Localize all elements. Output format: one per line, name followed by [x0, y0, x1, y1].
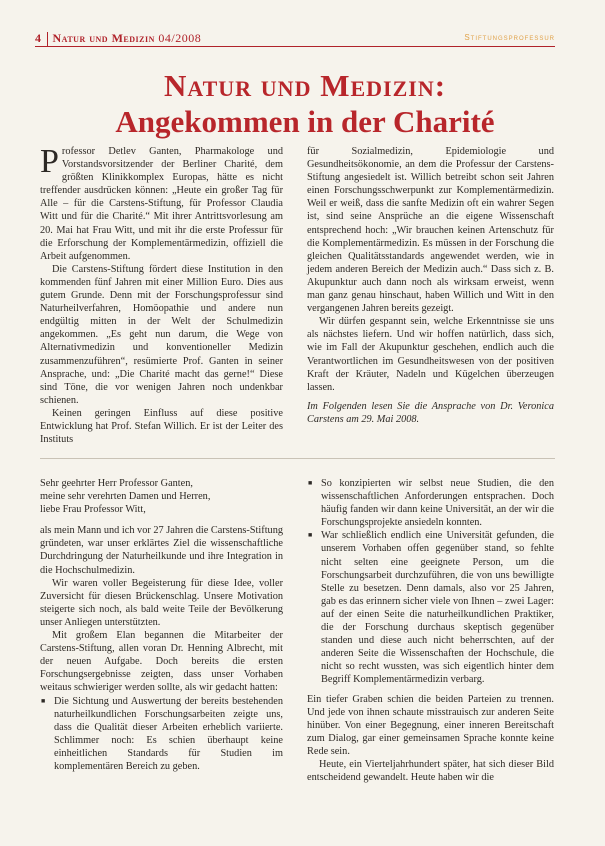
page-number: 4	[35, 31, 42, 45]
paragraph: Wir dürfen gespannt sein, welche Erkenntnisse sie uns als nächstes liefern. Und wir hoffen natürlich, dass sich, wie im Fall der Akupunktur geschehen, endlich auch die Verantwortlichen im Gesundheitswesen von der positiven Kraft der Kräuter, Nadeln und Kügelchen überzeugen lassen.	[307, 316, 554, 393]
paragraph: Wir waren voller Begeisterung für diese Idee, voller Zuversicht für diesen Brückenschlag. Unsere Motivation steigerte sich noch, als bald weite Teile der Bevölkerung unser Anliegen unterstützten.	[40, 577, 283, 628]
issue-number: 04/2008	[158, 31, 202, 45]
bullet-item: ■ Die Sichtung und Auswertung der bereits bestehenden naturheilkundlichen Forschungsarbeiten zeigte uns, dass die Qualität dieser Arbeiten erheblich variierte. Schlimmer noch: Es schien überhaupt keine einheitlichen Standards für Studien im komplementären Bereich zu geben.	[54, 695, 283, 774]
bullet-list	[307, 477, 554, 687]
salutation-line: liebe Frau Professor Witt,	[40, 504, 146, 516]
article-title	[40, 68, 570, 140]
bullet-item: ■ War schließlich endlich eine Universität gefunden, die unserem Vorhaben offen gegenüber stand, so fehlte nicht selten eine geeignete Person, um die Forschungsarbeit durchzuführen, die von uns bewilligte Stelle zu besetzen. Denn damals, also vor 25 Jahren, gab es das erinnern sicher viele von Ihnen – zwei Lager: auf der einen Seite die naturheilkundlichen Praktiker, die der Forschung durchaus skeptisch gegenüber standen und diese auch nicht beherrschten, auf der anderen Seite die Wissenschaften der Hochschule, die nicht so recht wussten, was sich eigentlich hinter dem Begriff Komplementärmedizin verbarg.	[321, 529, 554, 686]
speech-column-1	[40, 477, 283, 773]
paragraph: Die Carstens-Stiftung fördert diese Institution in den kommenden fünf Jahren mit einer Million Euro. Dies aus gutem Grunde. Denn mit der Forschungsprofessur sind Naturheilverfahren, Homöopathie und andere nun endgültig mitten in der Welt der Schulmedizin angekommen. „Es geht nun darum, die Wege von Alternativmedizin und konventioneller Medizin zusammenzuführen“, resümierte Prof. Ganten in seiner Ansprache, und: „Die Charité macht das gerne!“ Diese sind Töne, die vor wenigen Jahren noch undenkbar schienen.	[40, 263, 283, 406]
magazine-name: Natur und Medizin	[52, 31, 155, 45]
paragraph: als mein Mann und ich vor 27 Jahren die Carstens-Stiftung gründeten, war unser erklärtes Ziel die wissenschaftliche Durchdringung der Naturheilkunde und ihre Integration in die Hochschulmedizin.	[40, 525, 283, 576]
section-divider	[40, 458, 555, 459]
header-rule	[35, 46, 555, 47]
title-line-2: Angekommen in der Charité	[115, 104, 495, 139]
bullet-item: ■ So konzipierten wir selbst neue Studien, die den wissenschaftlichen Anforderungen entsprachen. Doch häufig fanden wir dann keine Universität, an der wir die Forschungsprojekte ansiedeln konnten.	[321, 477, 554, 529]
header-divider	[47, 32, 48, 46]
paragraph: für Sozialmedizin, Epidemiologie und Gesundheitsökonomie, an dem die Professur der Carstens-Stiftung angesiedelt ist. Willich betreibt schon seit Jahren einen Forschungsschwerpunkt zur Komplementärmedizin. Weil er weiß, dass die sanfte Medizin oft ein wahrer Segen ist, sind seine Ansprüche an die eigene Wissenschaft entsprechend hoch: „Wir brauchen keinen Artenschutz für die Komplementärmedizin. Es müssen in der Forschung die gleichen Qualitätsstandards angewendet werden, wie in jedem anderen Bereich der Medizin auch.“ Dass sich z. B. Akupunktur auch dann noch als wirksam erweist, wenn man ganz genau hinschaut, haben Willich und Witt in den vergangenen Jahren bereits gezeigt.	[307, 146, 554, 315]
paragraph: Mit großem Elan begannen die Mitarbeiter der Carstens-Stiftung, allen voran Dr. Henning Albrecht, mit der neuen Aufgabe. Doch bereits die ersten Forschungsergebnisse zeigten, dass unser Vorhaben weitaus schwieriger werden sollte, als wir gedacht hatten:	[40, 630, 283, 694]
salutation-line: meine sehr verehrten Damen und Herren,	[40, 491, 211, 503]
running-header	[35, 31, 201, 46]
paragraph-text: rofessor Detlev Ganten, Pharmakologe und Vorstandsvorsitzender der Berliner Charité, dem größten Klinikkomplex Europas, hätte es nicht treffender ausdrücken können: „Heute ein großer Tag für Alle – für die Carstens-Stiftung, für Professor Claudia Witt und für die Charité.“ Mit ihrer Antrittsvorlesung am 20. Mai hat Frau Witt, und mit ihr die erste Professur für die Erforschung der Komplementärmedizin, offiziell die Arbeit aufgenommen.	[40, 146, 283, 262]
salutation	[40, 477, 283, 516]
salutation-line: Sehr geehrter Herr Professor Ganten,	[40, 478, 193, 489]
paragraph: Keinen geringen Einfluss auf diese positive Entwicklung hat Prof. Stefan Willich. Er ist der Leiter des Instituts	[40, 407, 283, 446]
speech-column-2	[307, 477, 554, 784]
drop-cap: P	[40, 143, 59, 180]
article-column-1	[40, 145, 283, 446]
bullet-list	[40, 695, 283, 774]
section-label: Stiftungsprofessur	[464, 33, 555, 42]
paragraph: Ein tiefer Graben schien die beiden Parteien zu trennen. Und jede von ihnen schaute misstrauisch zur anderen Seite hinüber. Von einer Begegnung, einer inneren Bereitschaft zum Dialog, gar einer gemeinsamen Sprache konnte keine Rede sein.	[307, 693, 554, 757]
paragraph	[40, 145, 283, 263]
title-line-1: Natur und Medizin:	[163, 68, 447, 103]
article-column-2	[307, 145, 554, 426]
speech-intro: Im Folgenden lesen Sie die Ansprache von Dr. Veronica Carstens am 29. Mai 2008.	[307, 400, 554, 425]
paragraph: Heute, ein Vierteljahrhundert später, hat sich dieser Bild entscheidend gewandelt. Heute haben wir die	[307, 758, 554, 784]
